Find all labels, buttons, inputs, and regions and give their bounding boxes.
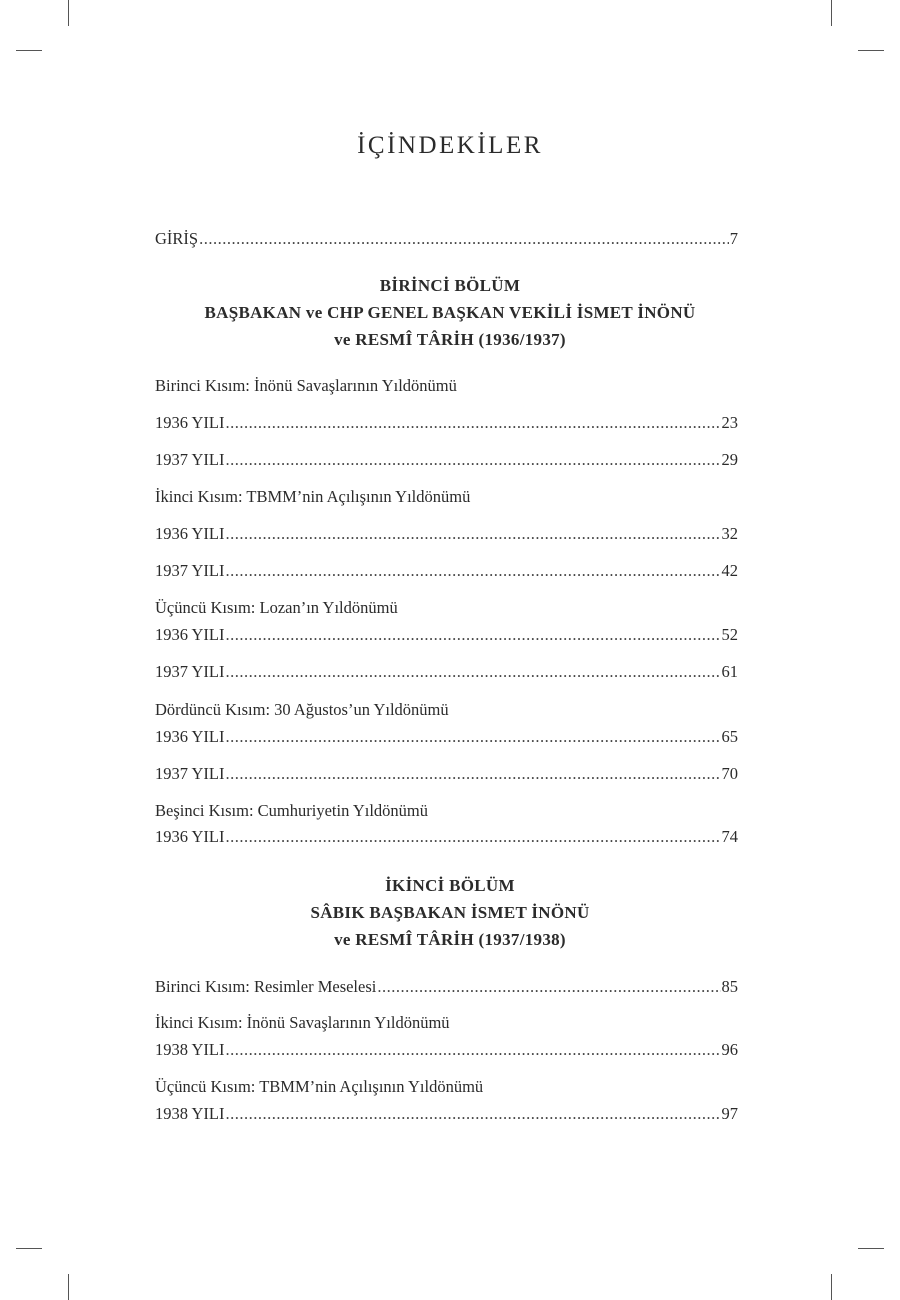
chapter-subtitle: ve RESMÎ TÂRİH (1936/1937) xyxy=(334,330,566,349)
toc-page-number: 61 xyxy=(721,662,738,681)
toc-entry-label: 1936 YILI xyxy=(155,625,225,644)
dot-leader xyxy=(226,624,721,646)
toc-page-number: 65 xyxy=(721,727,738,746)
crop-mark xyxy=(68,1274,69,1300)
toc-entry[interactable] xyxy=(155,523,738,545)
toc-section-title xyxy=(155,375,738,397)
crop-mark xyxy=(831,1274,832,1300)
section-title-text: İkinci Kısım: İnönü Savaşlarının Yıldönümü xyxy=(155,1013,450,1032)
toc-entry-label: GİRİŞ xyxy=(155,229,199,248)
toc-entry-label: 1938 YILI xyxy=(155,1104,225,1123)
toc-entry-label: 1936 YILI xyxy=(155,827,225,846)
section-title-text: İkinci Kısım: TBMM’nin Açılışının Yıldönümü xyxy=(155,487,471,506)
dot-leader xyxy=(226,449,721,471)
toc-page-number: 96 xyxy=(721,1040,738,1059)
dot-leader xyxy=(226,826,721,848)
toc-section-title xyxy=(155,597,738,619)
chapter-title: BAŞBAKAN ve CHP GENEL BAŞKAN VEKİLİ İSMET İNÖNÜ xyxy=(204,303,696,322)
section-title-text: Beşinci Kısım: Cumhuriyetin Yıldönümü xyxy=(155,801,429,820)
section-title-text: Dördüncü Kısım: 30 Ağustos’un Yıldönümü xyxy=(155,700,449,719)
chapter-number: BİRİNCİ BÖLÜM xyxy=(379,276,521,295)
toc-page-number: 42 xyxy=(721,561,738,580)
dot-leader xyxy=(226,726,721,748)
toc-entry[interactable] xyxy=(155,763,738,785)
crop-mark xyxy=(831,0,832,26)
toc-entry-label: 1936 YILI xyxy=(155,727,225,746)
toc-entry[interactable] xyxy=(155,412,738,434)
crop-mark xyxy=(858,50,884,51)
section-title-text: Birinci Kısım: İnönü Savaşlarının Yıldönümü xyxy=(155,376,457,395)
toc-page-number: 97 xyxy=(721,1104,738,1123)
toc-page-number: 29 xyxy=(721,450,738,469)
page-title: İÇİNDEKİLER xyxy=(357,132,543,159)
toc-entry-label: 1937 YILI xyxy=(155,662,225,681)
crop-mark xyxy=(16,50,42,51)
toc-entry-intro[interactable] xyxy=(155,228,738,250)
toc-entry[interactable] xyxy=(155,976,738,998)
toc-section-title xyxy=(155,486,738,508)
toc-entry[interactable] xyxy=(155,449,738,471)
chapter-subtitle: ve RESMÎ TÂRİH (1937/1938) xyxy=(334,930,566,949)
dot-leader xyxy=(226,560,721,582)
dot-leader xyxy=(226,763,721,785)
toc-entry[interactable] xyxy=(155,1039,738,1061)
toc-page-number: 74 xyxy=(721,827,738,846)
toc-section-title xyxy=(155,1076,738,1098)
toc-page-number: 7 xyxy=(729,229,738,248)
toc-section-title xyxy=(155,699,738,721)
toc-entry-label: 1936 YILI xyxy=(155,524,225,543)
toc-entry-label: 1938 YILI xyxy=(155,1040,225,1059)
dot-leader xyxy=(226,523,721,545)
section-title-text: Üçüncü Kısım: Lozan’ın Yıldönümü xyxy=(155,598,398,617)
dot-leader xyxy=(226,412,721,434)
crop-mark xyxy=(68,0,69,26)
toc-entry-label: 1936 YILI xyxy=(155,413,225,432)
toc-page-number: 23 xyxy=(721,413,738,432)
toc-entry[interactable] xyxy=(155,624,738,646)
toc-section-title xyxy=(155,1012,738,1034)
toc-page-number: 32 xyxy=(721,524,738,543)
toc-entry[interactable] xyxy=(155,1103,738,1125)
toc-entry[interactable] xyxy=(155,560,738,582)
dot-leader xyxy=(377,976,720,998)
toc-entry[interactable] xyxy=(155,661,738,683)
chapter-number: İKİNCİ BÖLÜM xyxy=(385,876,515,895)
crop-mark xyxy=(858,1248,884,1249)
toc-page-number: 85 xyxy=(721,977,738,996)
toc-entry-label: 1937 YILI xyxy=(155,561,225,580)
dot-leader xyxy=(226,661,721,683)
toc-page-number: 52 xyxy=(721,625,738,644)
dot-leader xyxy=(226,1103,721,1125)
toc-entry[interactable] xyxy=(155,826,738,848)
toc-entry-label: Birinci Kısım: Resimler Meselesi xyxy=(155,977,377,996)
toc-section-title xyxy=(155,800,738,822)
toc-entry-label: 1937 YILI xyxy=(155,764,225,783)
toc-entry-label: 1937 YILI xyxy=(155,450,225,469)
dot-leader xyxy=(226,1039,721,1061)
toc-page-number: 70 xyxy=(721,764,738,783)
dot-leader xyxy=(199,228,729,250)
section-title-text: Üçüncü Kısım: TBMM’nin Açılışının Yıldönümü xyxy=(155,1077,484,1096)
crop-mark xyxy=(16,1248,42,1249)
chapter-title: SÂBIK BAŞBAKAN İSMET İNÖNÜ xyxy=(310,903,590,922)
toc-entry[interactable] xyxy=(155,726,738,748)
